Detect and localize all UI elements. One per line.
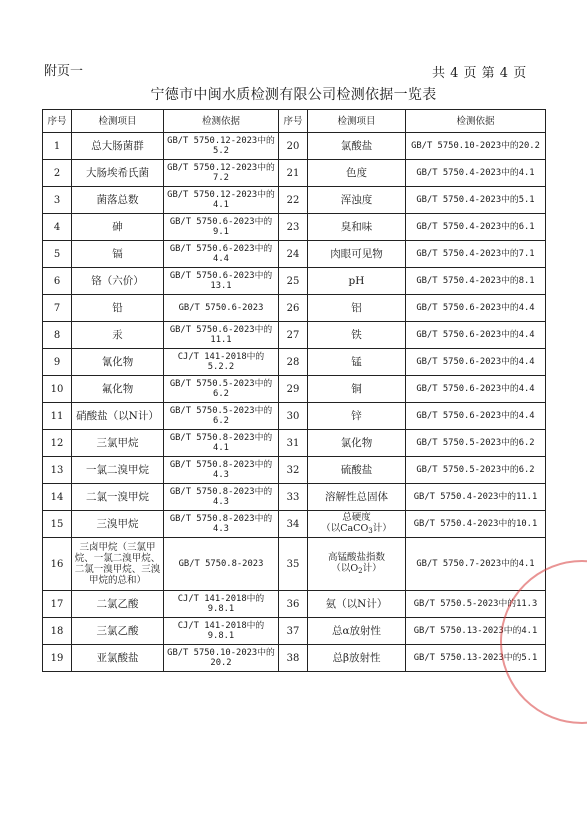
seq-number: 12 — [43, 430, 72, 457]
test-basis: GB/T 5750.6-2023中的9.1 — [164, 214, 279, 241]
table-row — [43, 645, 546, 672]
test-basis: GB/T 5750.8-2023 — [164, 538, 279, 591]
seq-number: 24 — [279, 241, 308, 268]
seq-number: 23 — [279, 214, 308, 241]
seq-number: 22 — [279, 187, 308, 214]
test-basis: GB/T 5750.4-2023中的4.1 — [406, 160, 546, 187]
test-item: 总α放射性 — [308, 618, 406, 645]
detection-basis-table — [42, 109, 546, 672]
seq-number: 4 — [43, 214, 72, 241]
seq-number: 9 — [43, 349, 72, 376]
test-item: 三溴甲烷 — [72, 511, 164, 538]
test-basis: GB/T 5750.4-2023中的6.1 — [406, 214, 546, 241]
test-item: 总β放射性 — [308, 645, 406, 672]
seq-number: 10 — [43, 376, 72, 403]
seq-number: 38 — [279, 645, 308, 672]
test-item: 铅 — [72, 295, 164, 322]
test-basis: GB/T 5750.5-2023中的6.2 — [164, 403, 279, 430]
seq-number: 36 — [279, 591, 308, 618]
test-basis: GB/T 5750.4-2023中的5.1 — [406, 187, 546, 214]
seq-number: 30 — [279, 403, 308, 430]
seq-number: 5 — [43, 241, 72, 268]
test-basis: GB/T 5750.8-2023中的4.3 — [164, 457, 279, 484]
test-item: 铬（六价） — [72, 268, 164, 295]
test-basis: CJ/T 141-2018中的9.8.1 — [164, 618, 279, 645]
seq-number: 11 — [43, 403, 72, 430]
seq-number: 7 — [43, 295, 72, 322]
test-basis: CJ/T 141-2018中的9.8.1 — [164, 591, 279, 618]
test-item: 二氯乙酸 — [72, 591, 164, 618]
test-item — [308, 538, 406, 591]
test-basis: GB/T 5750.6-2023中的4.4 — [164, 241, 279, 268]
table-row — [43, 322, 546, 349]
test-item: 氨（以N计） — [308, 591, 406, 618]
test-item — [308, 511, 406, 538]
table-row — [43, 241, 546, 268]
test-item: 总大肠菌群 — [72, 133, 164, 160]
seq-number: 20 — [279, 133, 308, 160]
seq-number: 34 — [279, 511, 308, 538]
test-basis: GB/T 5750.4-2023中的8.1 — [406, 268, 546, 295]
seq-number: 28 — [279, 349, 308, 376]
test-basis: GB/T 5750.8-2023中的4.1 — [164, 430, 279, 457]
test-basis: GB/T 5750.6-2023中的4.4 — [406, 295, 546, 322]
table-row — [43, 430, 546, 457]
test-basis: CJ/T 141-2018中的5.2.2 — [164, 349, 279, 376]
table-row — [43, 538, 546, 591]
test-item: 汞 — [72, 322, 164, 349]
seq-number: 25 — [279, 268, 308, 295]
test-basis: GB/T 5750.10-2023中的20.2 — [164, 645, 279, 672]
test-basis: GB/T 5750.6-2023中的13.1 — [164, 268, 279, 295]
test-item: 二氯一溴甲烷 — [72, 484, 164, 511]
test-basis: GB/T 5750.10-2023中的20.2 — [406, 133, 546, 160]
table-header-row — [43, 110, 546, 133]
page-counter: 共 4 页 第 4 页 — [432, 66, 527, 81]
header-basis-right: 检测依据 — [406, 110, 546, 133]
seq-number: 2 — [43, 160, 72, 187]
test-item: 一氯二溴甲烷 — [72, 457, 164, 484]
test-basis: GB/T 5750.12-2023中的7.2 — [164, 160, 279, 187]
test-basis: GB/T 5750.6-2023 — [164, 295, 279, 322]
test-item: 三卤甲烷（三氯甲烷、一氯二溴甲烷、二氯一溴甲烷、三溴甲烷的总和） — [72, 538, 164, 591]
test-basis: GB/T 5750.6-2023中的4.4 — [406, 403, 546, 430]
table-row — [43, 268, 546, 295]
test-basis: GB/T 5750.4-2023中的7.1 — [406, 241, 546, 268]
seq-number: 35 — [279, 538, 308, 591]
test-item: 氯酸盐 — [308, 133, 406, 160]
seq-number: 15 — [43, 511, 72, 538]
test-basis: GB/T 5750.4-2023中的11.1 — [406, 484, 546, 511]
test-basis: GB/T 5750.5-2023中的11.3 — [406, 591, 546, 618]
test-item: 肉眼可见物 — [308, 241, 406, 268]
seq-number: 17 — [43, 591, 72, 618]
table-row — [43, 591, 546, 618]
header-seq-right: 序号 — [279, 110, 308, 133]
seq-number: 27 — [279, 322, 308, 349]
seq-number: 18 — [43, 618, 72, 645]
table-row — [43, 160, 546, 187]
test-item: 亚氯酸盐 — [72, 645, 164, 672]
test-basis: GB/T 5750.5-2023中的6.2 — [406, 457, 546, 484]
seq-number: 16 — [43, 538, 72, 591]
seq-number: 13 — [43, 457, 72, 484]
table-row — [43, 214, 546, 241]
test-item: 铜 — [308, 376, 406, 403]
test-basis: GB/T 5750.6-2023中的11.1 — [164, 322, 279, 349]
table-row — [43, 133, 546, 160]
test-item-unit: （以O — [331, 562, 359, 574]
test-item: 硝酸盐（以N计） — [72, 403, 164, 430]
seq-number: 3 — [43, 187, 72, 214]
seq-number: 8 — [43, 322, 72, 349]
test-item: 砷 — [72, 214, 164, 241]
seq-number: 33 — [279, 484, 308, 511]
header-basis-left: 检测依据 — [164, 110, 279, 133]
test-item: 锰 — [308, 349, 406, 376]
unit-subscript: 2 — [358, 566, 363, 575]
seq-number: 32 — [279, 457, 308, 484]
test-basis: GB/T 5750.12-2023中的4.1 — [164, 187, 279, 214]
test-item-unit-tail: 计） — [362, 562, 382, 574]
test-basis: GB/T 5750.6-2023中的4.4 — [406, 349, 546, 376]
test-item: 菌落总数 — [72, 187, 164, 214]
test-item: 铁 — [308, 322, 406, 349]
header-seq-left: 序号 — [43, 110, 72, 133]
test-item: 硫酸盐 — [308, 457, 406, 484]
document-title: 宁德市中闽水质检测有限公司检测依据一览表 — [150, 87, 437, 103]
table-row — [43, 295, 546, 322]
seq-number: 19 — [43, 645, 72, 672]
table-row — [43, 187, 546, 214]
seq-number: 26 — [279, 295, 308, 322]
test-basis: GB/T 5750.6-2023中的4.4 — [406, 322, 546, 349]
test-basis: GB/T 5750.5-2023中的6.2 — [406, 430, 546, 457]
test-item: 臭和味 — [308, 214, 406, 241]
table-row — [43, 457, 546, 484]
table-row — [43, 511, 546, 538]
table-row — [43, 403, 546, 430]
test-item: 锌 — [308, 403, 406, 430]
seq-number: 31 — [279, 430, 308, 457]
table-row — [43, 484, 546, 511]
unit-subscript: 3 — [368, 526, 373, 535]
test-basis: GB/T 5750.8-2023中的4.3 — [164, 511, 279, 538]
test-item: 大肠埃希氏菌 — [72, 160, 164, 187]
header-item-left: 检测项目 — [72, 110, 164, 133]
seq-number: 1 — [43, 133, 72, 160]
test-item: 三氯甲烷 — [72, 430, 164, 457]
test-item: 色度 — [308, 160, 406, 187]
test-basis: GB/T 5750.12-2023中的5.2 — [164, 133, 279, 160]
table-body — [43, 133, 546, 672]
test-item: pH — [308, 268, 406, 295]
test-basis: GB/T 5750.4-2023中的10.1 — [406, 511, 546, 538]
test-item: 氟化物 — [72, 376, 164, 403]
test-item-unit: （以CaCO — [321, 522, 369, 534]
appendix-label: 附页一 — [44, 64, 84, 79]
test-basis: GB/T 5750.5-2023中的6.2 — [164, 376, 279, 403]
seq-number: 14 — [43, 484, 72, 511]
test-item: 镉 — [72, 241, 164, 268]
test-item: 铝 — [308, 295, 406, 322]
test-basis: GB/T 5750.7-2023中的4.1 — [406, 538, 546, 591]
seq-number: 29 — [279, 376, 308, 403]
table-row — [43, 349, 546, 376]
test-basis: GB/T 5750.6-2023中的4.4 — [406, 376, 546, 403]
test-basis: GB/T 5750.13-2023中的5.1 — [406, 645, 546, 672]
table-row — [43, 376, 546, 403]
test-item: 氯化物 — [308, 430, 406, 457]
test-item: 氰化物 — [72, 349, 164, 376]
test-item: 三氯乙酸 — [72, 618, 164, 645]
header-item-right: 检测项目 — [308, 110, 406, 133]
test-item: 浑浊度 — [308, 187, 406, 214]
test-basis: GB/T 5750.8-2023中的4.3 — [164, 484, 279, 511]
test-item-name: 总硬度 — [342, 511, 371, 523]
seq-number: 21 — [279, 160, 308, 187]
test-item-name: 高锰酸盐指数 — [327, 551, 385, 563]
test-item-unit-tail: 计） — [372, 522, 392, 534]
table-row — [43, 618, 546, 645]
test-item: 溶解性总固体 — [308, 484, 406, 511]
test-basis: GB/T 5750.13-2023中的4.1 — [406, 618, 546, 645]
seq-number: 37 — [279, 618, 308, 645]
seq-number: 6 — [43, 268, 72, 295]
